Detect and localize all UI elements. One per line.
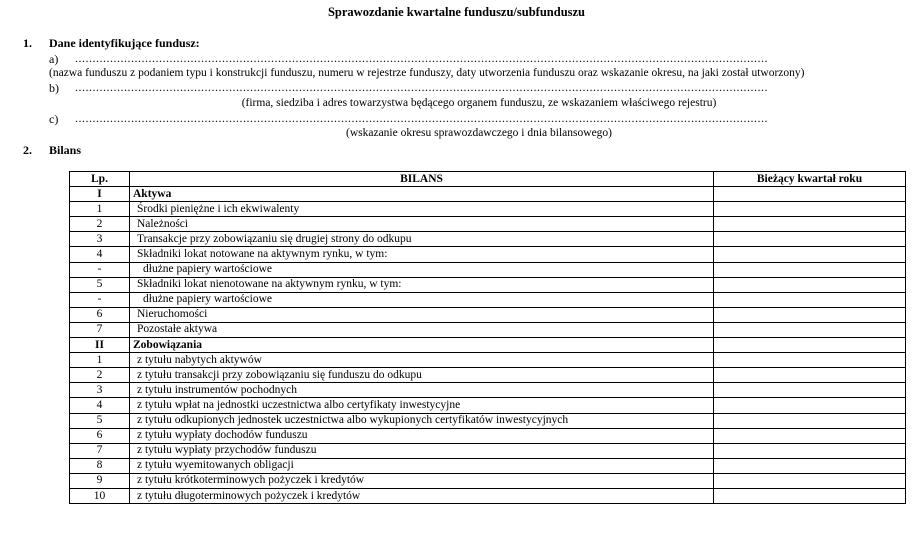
row-current-quarter-value[interactable] [714, 292, 906, 307]
row-lp: I [70, 187, 130, 202]
item-b-dots[interactable]: ...................................................................................................................................................................................................... [75, 80, 768, 94]
table-row [70, 488, 906, 503]
table-row [70, 458, 906, 473]
header-lp: Lp. [70, 172, 130, 187]
row-label: z tytułu nabytych aktywów [130, 353, 714, 368]
row-label: Składniki lokat nienotowane na aktywnym rynku, w tym: [130, 277, 714, 292]
table-row [70, 277, 906, 292]
row-lp: 7 [70, 322, 130, 337]
row-lp: 7 [70, 443, 130, 458]
table-row [70, 413, 906, 428]
row-current-quarter-value[interactable] [714, 488, 906, 503]
table-row [70, 322, 906, 337]
row-label: Nieruchomości [130, 307, 714, 322]
table-row [70, 202, 906, 217]
row-current-quarter-value[interactable] [714, 428, 906, 443]
row-current-quarter-value[interactable] [714, 338, 906, 353]
row-lp: 5 [70, 277, 130, 292]
item-a-note: (nazwa funduszu z podaniem typu i konstrukcji funduszu, numeru w rejestrze funduszy, daty utworzenia funduszu oraz wskazanie okresu, na jaki został utworzony) [49, 67, 805, 79]
row-current-quarter-value[interactable] [714, 473, 906, 488]
table-row [70, 217, 906, 232]
section2-number: 2. [23, 143, 32, 157]
row-current-quarter-value[interactable] [714, 232, 906, 247]
row-lp: 1 [70, 353, 130, 368]
table-row [70, 353, 906, 368]
row-lp: 8 [70, 458, 130, 473]
table-row [70, 262, 906, 277]
row-current-quarter-value[interactable] [714, 217, 906, 232]
row-current-quarter-value[interactable] [714, 262, 906, 277]
row-current-quarter-value[interactable] [714, 353, 906, 368]
row-label: Środki pieniężne i ich ekwiwalenty [130, 202, 714, 217]
header-current-quarter: Bieżący kwartał roku [714, 172, 906, 187]
row-label: z tytułu krótkoterminowych pożyczek i kredytów [130, 473, 714, 488]
table-row [70, 247, 906, 262]
table-row [70, 398, 906, 413]
table-row [70, 307, 906, 322]
row-lp: 3 [70, 232, 130, 247]
row-lp: II [70, 338, 130, 353]
item-a-label: a) [49, 52, 59, 66]
row-lp: 4 [70, 398, 130, 413]
section1-heading: Dane identyfikujące fundusz: [49, 36, 200, 50]
section2-heading: Bilans [49, 143, 82, 157]
item-b-label: b) [49, 81, 59, 95]
row-label: Należności [130, 217, 714, 232]
row-label: Zobowiązania [130, 338, 714, 353]
page-title: Sprawozdanie kwartalne funduszu/subfunduszu [327, 5, 586, 19]
item-a-dots[interactable]: ...................................................................................................................................................................................................... [75, 51, 768, 65]
row-current-quarter-value[interactable] [714, 247, 906, 262]
row-lp: 6 [70, 307, 130, 322]
row-current-quarter-value[interactable] [714, 187, 906, 202]
row-current-quarter-value[interactable] [714, 277, 906, 292]
row-current-quarter-value[interactable] [714, 398, 906, 413]
row-label: dłużne papiery wartościowe [130, 292, 714, 307]
row-label: z tytułu instrumentów pochodnych [130, 383, 714, 398]
row-current-quarter-value[interactable] [714, 458, 906, 473]
row-current-quarter-value[interactable] [714, 322, 906, 337]
row-lp: - [70, 262, 130, 277]
row-lp: 1 [70, 202, 130, 217]
row-label: dłużne papiery wartościowe [130, 262, 714, 277]
row-current-quarter-value[interactable] [714, 383, 906, 398]
table-row [70, 292, 906, 307]
row-current-quarter-value[interactable] [714, 202, 906, 217]
row-lp: 5 [70, 413, 130, 428]
row-current-quarter-value[interactable] [714, 368, 906, 383]
item-c-label: c) [49, 112, 59, 126]
row-lp: - [70, 292, 130, 307]
row-current-quarter-value[interactable] [714, 443, 906, 458]
table-row [70, 232, 906, 247]
table-row [70, 443, 906, 458]
row-lp: 3 [70, 383, 130, 398]
row-label: z tytułu wypłaty przychodów funduszu [130, 443, 714, 458]
table-row [70, 473, 906, 488]
row-label: Aktywa [130, 187, 714, 202]
header-bilans: BILANS [130, 172, 714, 187]
row-label: z tytułu transakcji przy zobowiązaniu się funduszu do odkupu [130, 368, 714, 383]
item-c-dots[interactable]: ...................................................................................................................................................................................................... [75, 111, 768, 125]
bilans-table [69, 171, 906, 504]
row-label: z tytułu wpłat na jednostki uczestnictwa albo certyfikaty inwestycyjne [130, 398, 714, 413]
row-label: Składniki lokat notowane na aktywnym rynku, w tym: [130, 247, 714, 262]
table-header-row [70, 172, 906, 187]
table-row [70, 383, 906, 398]
row-label: z tytułu długoterminowych pożyczek i kredytów [130, 488, 714, 503]
row-current-quarter-value[interactable] [714, 413, 906, 428]
row-lp: 6 [70, 428, 130, 443]
table-row [70, 368, 906, 383]
row-label: Transakcje przy zobowiązaniu się drugiej strony do odkupu [130, 232, 714, 247]
row-lp: 10 [70, 488, 130, 503]
item-c-note: (wskazanie okresu sprawozdawczego i dnia bilansowego) [346, 127, 612, 139]
item-b-note: (firma, siedziba i adres towarzystwa będącego organem funduszu, ze wskazaniem właściwego rejestru) [241, 97, 717, 109]
table-section-row [70, 187, 906, 202]
row-lp: 2 [70, 368, 130, 383]
row-lp: 4 [70, 247, 130, 262]
table-section-row [70, 338, 906, 353]
row-label: z tytułu wypłaty dochodów funduszu [130, 428, 714, 443]
row-label: z tytułu odkupionych jednostek uczestnictwa albo wykupionych certyfikatów inwestycyjnych [130, 413, 714, 428]
row-label: Pozostałe aktywa [130, 322, 714, 337]
row-current-quarter-value[interactable] [714, 307, 906, 322]
table-row [70, 428, 906, 443]
section1-number: 1. [23, 36, 32, 50]
row-label: z tytułu wyemitowanych obligacji [130, 458, 714, 473]
row-lp: 2 [70, 217, 130, 232]
row-lp: 9 [70, 473, 130, 488]
